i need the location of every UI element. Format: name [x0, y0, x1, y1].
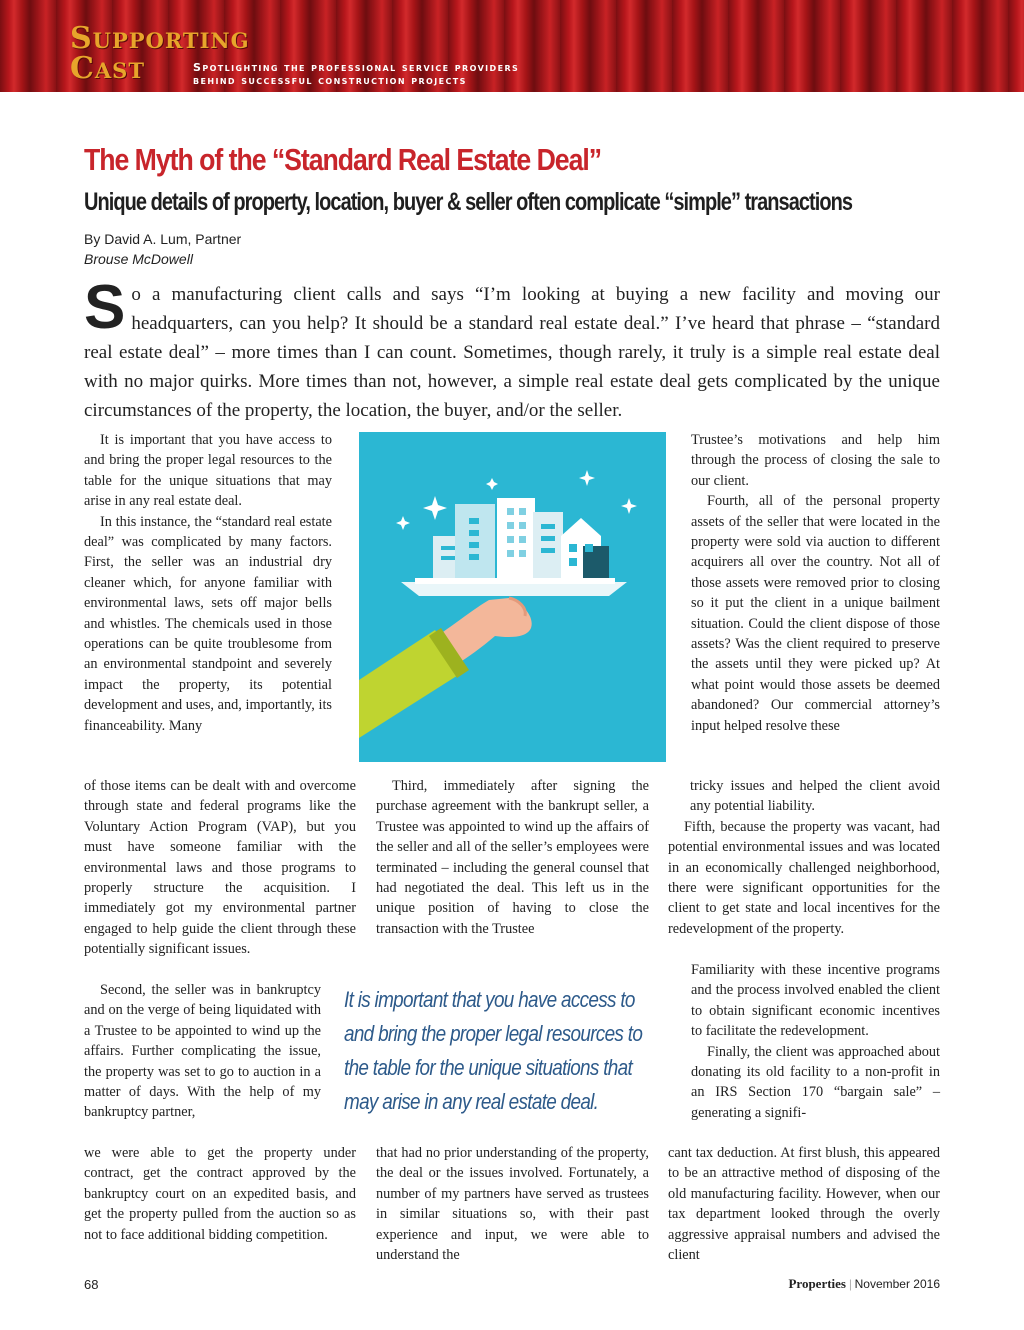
illustration [359, 432, 666, 762]
paragraph: Second, the seller was in bankruptcy and on the verge of being liquidated with a Trustee to be appointed to wind up the affairs. Further complicating the issue, the property was set to go to auction in a matter of days. With the help of my bankruptcy partner, [84, 982, 321, 1121]
hand-holding-tray-of-buildings-icon [359, 432, 666, 762]
paragraph: Familiarity with these incentive programs and the process involved enabled the client to obtain significant economic incentives to facilitate the redevelopment. [691, 962, 940, 1040]
paragraph: tricky issues and helped the client avoid any potential liability. [690, 778, 940, 815]
column2-bottom [376, 1143, 649, 1265]
column3-top [691, 430, 940, 736]
paragraph: that had no prior understanding of the property, the deal or the issues involved. Fortunately, a number of my partners have served as trustees in similar situations so, with their past experience and input, we were able to understand the [376, 1145, 649, 1264]
paragraph: Trustee’s motivations and help him through the process of closing the sale to our client. [691, 432, 940, 489]
paragraph: of those items can be dealt with and overcome through state and federal programs like the Voluntary Action Program (VAP), but you must have someone familiar with the environmental laws and those programs to properly structure the acquisition. I immediately got my environmental partner engaged to help guide the client through these potentially significant issues. [84, 778, 356, 958]
intro-paragraph [84, 273, 940, 425]
column3-wrap [691, 960, 940, 1123]
column1-middle [84, 776, 356, 960]
paragraph: In this instance, the “standard real estate deal” was complicated by many factors. First, the seller was an industrial dry cleaner which, for anyone familiar with environmental laws, sets off major bells and whistles. The chemicals used in those operations can be quite troublesome from an environmental standpoint and severely impact the property, its potential development and uses, and, importantly, its financeability. Many [84, 513, 332, 734]
column1-wrap [84, 980, 321, 1123]
publication-name: Properties [788, 1276, 846, 1291]
tagline-line1: Spotlighting the professional service providers [193, 61, 520, 74]
page-number: 68 [84, 1277, 99, 1292]
issue-date: November 2016 [854, 1277, 940, 1291]
column3-middle [668, 776, 940, 939]
intro-text: o a manufacturing client calls and says “I’m looking at buying a new facility and moving our headquarters, can you help? It should be a standard real estate deal.” I’ve heard that phrase – “standard real estate deal” – more times than I can count. Sometimes, though rarely, it truly is a simple real estate deal with no major quirks. More times than not, however, a simple real estate deal gets complicated by the unique circumstances of the property, the location, the buyer, and/or the seller. [84, 284, 940, 421]
article-title: The Myth of the “Standard Real Estate Deal” [84, 142, 602, 177]
pull-quote: It is important that you have access to and bring the proper legal resources to the table for the unique situations that may arise in any real estate deal. [344, 987, 643, 1114]
paragraph: It is important that you have access to and bring the proper legal resources to the table for the unique situations that may arise in any real estate deal. [84, 432, 332, 510]
tagline-line2: behind successful construction projects [193, 74, 467, 87]
byline [84, 229, 241, 269]
column1-top [84, 430, 332, 736]
column1-bottom [84, 1143, 356, 1245]
paragraph: Third, immediately after signing the purchase agreement with the bankrupt seller, a Trustee was appointed to wind up the affairs of the seller and all of the seller’s employees were terminated – including the general counsel that had negotiated the deal. This left us in the unique position of having to close the transaction with the Trustee [376, 778, 649, 937]
section-title-line1: Supporting [70, 21, 250, 56]
column3-bottom [668, 1143, 940, 1265]
footer-separator: | [849, 1276, 852, 1291]
section-banner [0, 0, 1024, 92]
footer-publication [788, 1276, 940, 1292]
article-subtitle: Unique details of property, location, buyer & seller often complicate “simple” transactions [84, 188, 853, 216]
column2-top [376, 776, 649, 939]
section-tagline [193, 61, 623, 87]
paragraph: we were able to get the property under contract, get the contract approved by the bankruptcy court on an expedited basis, and get the property pulled from the auction so as not to face additional bidding competition. [84, 1145, 356, 1243]
author: By David A. Lum, Partner [84, 231, 242, 247]
author-company: Brouse McDowell [84, 251, 193, 267]
paragraph: Fifth, because the property was vacant, had potential environmental issues and was located in an economically challenged neighborhood, there were significant opportunities for the client to get state and local incentives for the redevelopment of the property. [668, 818, 940, 937]
paragraph: Fourth, all of the personal property assets of the seller that were located in the property were sold via auction to different acquirers all over the country. Not all of those assets were removed prior to closing so it put the client in a unique bailment situation. Could the client dispose of those assets? Was the client required to preserve the assets until they were picked up? At what point would those assets be deemed abandoned? Our commercial attorney’s input helped resolve these [691, 493, 940, 734]
paragraph: Finally, the client was approached about donating its old facility to a non-profit in an IRS Section 170 “bargain sale” – generating a signifi- [691, 1043, 940, 1121]
section-title-line2: Cast [70, 51, 145, 86]
drop-cap: S [84, 273, 126, 342]
paragraph: cant tax deduction. At first blush, this appeared to be an attractive method of disposing of the old manufacturing facility. However, when our tax department looked through the overly aggressive appraisal numbers and advised the client [668, 1145, 940, 1264]
